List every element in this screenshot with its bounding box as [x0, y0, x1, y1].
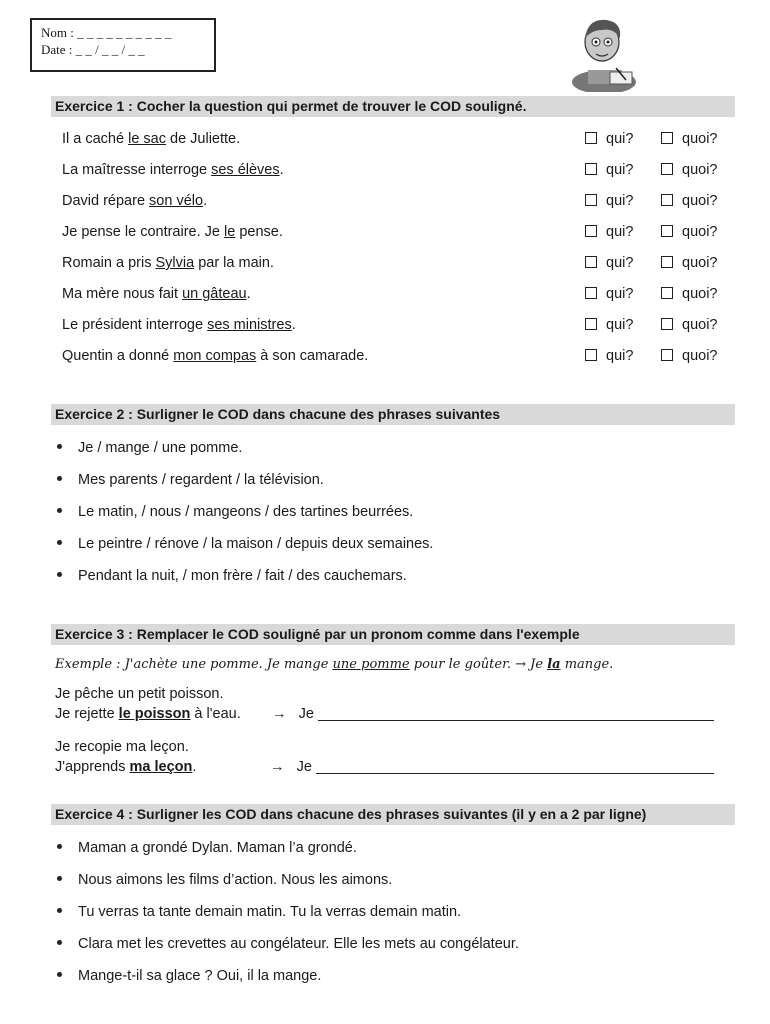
answer-1: → Je [272, 705, 714, 723]
checkbox-icon[interactable] [661, 225, 673, 237]
list-item: Tu verras ta tante demain matin. Tu la verras demain matin. [57, 902, 461, 922]
exercise-1-sentence: David répare son vélo. [62, 193, 208, 209]
exercise-3-title: Exercice 3 : Remplacer le COD souligné par un pronom comme dans l'exemple [51, 624, 735, 645]
checkbox-icon[interactable] [585, 225, 597, 237]
checkbox-quoi[interactable]: quoi? [661, 160, 717, 180]
list-item: Le matin, / nous / mangeons / des tartines beurrées. [57, 502, 413, 522]
checkbox-qui[interactable]: qui? [585, 160, 633, 180]
sentence-2-line-2: J'apprends ma leçon. [55, 759, 197, 775]
exercise-2-title: Exercice 2 : Surligner le COD dans chacune des phrases suivantes [51, 404, 735, 425]
checkbox-qui[interactable]: qui? [585, 315, 633, 335]
answer-1-line[interactable] [318, 706, 714, 721]
list-item: Mange-t-il sa glace ? Oui, il la mange. [57, 966, 321, 986]
list-item: Nous aimons les films d’action. Nous les aimons. [57, 870, 392, 890]
exercise-1-sentence: Il a caché le sac de Juliette. [62, 131, 241, 147]
checkbox-icon[interactable] [585, 256, 597, 268]
list-item: Clara met les crevettes au congélateur. Elle les mets au congélateur. [57, 934, 519, 954]
sentence-1-line-2: Je rejette le poisson à l'eau. [55, 706, 241, 722]
answer-2: → Je [270, 758, 714, 776]
list-item: Mes parents / regardent / la télévision. [57, 470, 324, 490]
list-item: Maman a grondé Dylan. Maman l’a grondé. [57, 838, 357, 858]
exercise-1-sentence: Quentin a donné mon compas à son camarade. [62, 348, 369, 364]
name-date-box [30, 18, 216, 72]
checkbox-icon[interactable] [585, 318, 597, 330]
checkbox-qui[interactable]: qui? [585, 222, 633, 242]
student-writing-icon [568, 12, 644, 92]
list-item: Pendant la nuit, / mon frère / fait / des cauchemars. [57, 566, 407, 586]
checkbox-icon[interactable] [585, 287, 597, 299]
list-item: Le peintre / rénove / la maison / depuis deux semaines. [57, 534, 433, 554]
exercise-1-sentence: Je pense le contraire. Je le pense. [62, 224, 283, 240]
example-sentence: Exemple : J'achète une pomme. Je mange une pomme pour le goûter. → Je la mange. [55, 657, 614, 672]
checkbox-icon[interactable] [585, 194, 597, 206]
checkbox-qui[interactable]: qui? [585, 253, 633, 273]
exercise-4-title: Exercice 4 : Surligner les COD dans chacune des phrases suivantes (il y en a 2 par ligne) [51, 804, 735, 825]
checkbox-quoi[interactable]: quoi? [661, 253, 717, 273]
checkbox-quoi[interactable]: quoi? [661, 222, 717, 242]
checkbox-icon[interactable] [661, 318, 673, 330]
checkbox-icon[interactable] [585, 349, 597, 361]
checkbox-icon[interactable] [585, 163, 597, 175]
checkbox-qui[interactable]: qui? [585, 129, 633, 149]
exercise-1-sentence: Romain a pris Sylvia par la main. [62, 255, 274, 271]
checkbox-icon[interactable] [585, 132, 597, 144]
answer-2-line[interactable] [316, 759, 714, 774]
list-item: Je / mange / une pomme. [57, 438, 242, 458]
checkbox-qui[interactable]: qui? [585, 191, 633, 211]
checkbox-quoi[interactable]: quoi? [661, 191, 717, 211]
checkbox-icon[interactable] [661, 256, 673, 268]
exercise-1-sentence: Ma mère nous fait un gâteau. [62, 286, 251, 302]
checkbox-icon[interactable] [661, 163, 673, 175]
exercise-1-sentence: Le président interroge ses ministres. [62, 317, 296, 333]
date-field[interactable]: Date : _ _ / _ _ / _ _ [41, 42, 145, 57]
exercise-1-sentence: La maîtresse interroge ses élèves. [62, 162, 284, 178]
sentence-1-line-1: Je pêche un petit poisson. [55, 686, 224, 702]
checkbox-quoi[interactable]: quoi? [661, 346, 717, 366]
checkbox-quoi[interactable]: quoi? [661, 315, 717, 335]
checkbox-quoi[interactable]: quoi? [661, 129, 717, 149]
exercise-1-title: Exercice 1 : Cocher la question qui permet de trouver le COD souligné. [51, 96, 735, 117]
nom-field[interactable]: Nom : _ _ _ _ _ _ _ _ _ _ [41, 25, 172, 40]
checkbox-icon[interactable] [661, 132, 673, 144]
checkbox-quoi[interactable]: quoi? [661, 284, 717, 304]
checkbox-qui[interactable]: qui? [585, 346, 633, 366]
checkbox-icon[interactable] [661, 349, 673, 361]
sentence-2-line-1: Je recopie ma leçon. [55, 739, 189, 755]
checkbox-qui[interactable]: qui? [585, 284, 633, 304]
checkbox-icon[interactable] [661, 194, 673, 206]
checkbox-icon[interactable] [661, 287, 673, 299]
